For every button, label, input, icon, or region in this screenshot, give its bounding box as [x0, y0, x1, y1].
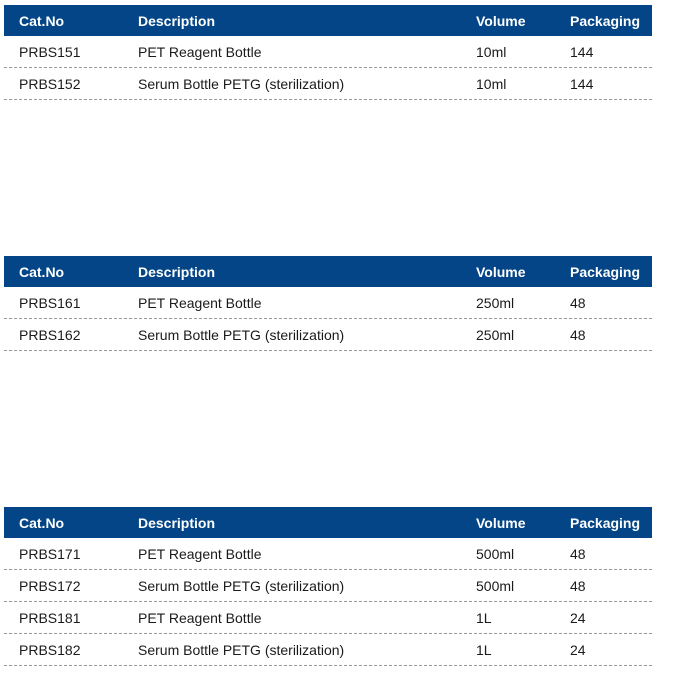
volume-cell: 1L — [476, 609, 492, 626]
description-cell: PET Reagent Bottle — [138, 294, 262, 311]
header-description: Description — [138, 514, 216, 531]
cat-no-cell: PRBS152 — [19, 75, 81, 92]
cat-no-cell: PRBS151 — [19, 43, 81, 60]
table-row — [4, 68, 652, 100]
cat-no-cell: PRBS162 — [19, 326, 81, 343]
cat-no-cell: PRBS181 — [19, 609, 81, 626]
cat-no-cell: PRBS172 — [19, 577, 81, 594]
header-volume: Volume — [476, 514, 526, 531]
product-table-1 — [4, 5, 652, 100]
header-cat-no: Cat.No — [19, 263, 65, 280]
table-row — [4, 319, 652, 351]
packaging-cell: 144 — [570, 43, 594, 60]
volume-cell: 1L — [476, 641, 492, 658]
header-volume: Volume — [476, 12, 526, 29]
header-cat-no: Cat.No — [19, 514, 65, 531]
header-volume: Volume — [476, 263, 526, 280]
description-cell: PET Reagent Bottle — [138, 609, 262, 626]
table-row — [4, 36, 652, 68]
volume-cell: 500ml — [476, 577, 515, 594]
description-cell: PET Reagent Bottle — [138, 43, 262, 60]
volume-cell: 10ml — [476, 43, 507, 60]
table-header — [4, 256, 652, 287]
volume-cell: 250ml — [476, 294, 515, 311]
volume-cell: 10ml — [476, 75, 507, 92]
header-packaging: Packaging — [570, 12, 641, 29]
packaging-cell: 24 — [570, 641, 586, 658]
table-row — [4, 538, 652, 570]
description-cell: Serum Bottle PETG (sterilization) — [138, 75, 345, 92]
header-cat-no: Cat.No — [19, 12, 65, 29]
product-table-2 — [4, 256, 652, 351]
cat-no-cell: PRBS182 — [19, 641, 81, 658]
packaging-cell: 48 — [570, 326, 586, 343]
packaging-cell: 144 — [570, 75, 594, 92]
product-table-3 — [4, 507, 652, 666]
table-row — [4, 287, 652, 319]
description-cell: Serum Bottle PETG (sterilization) — [138, 641, 345, 658]
description-cell: Serum Bottle PETG (sterilization) — [138, 326, 345, 343]
table-row — [4, 570, 652, 602]
header-packaging: Packaging — [570, 263, 641, 280]
description-cell: PET Reagent Bottle — [138, 545, 262, 562]
cat-no-cell: PRBS171 — [19, 545, 81, 562]
volume-cell: 250ml — [476, 326, 515, 343]
cat-no-cell: PRBS161 — [19, 294, 81, 311]
header-description: Description — [138, 12, 216, 29]
table-header — [4, 507, 652, 538]
volume-cell: 500ml — [476, 545, 515, 562]
description-cell: Serum Bottle PETG (sterilization) — [138, 577, 345, 594]
packaging-cell: 24 — [570, 609, 586, 626]
table-row — [4, 634, 652, 666]
table-row — [4, 602, 652, 634]
header-packaging: Packaging — [570, 514, 641, 531]
table-header — [4, 5, 652, 36]
packaging-cell: 48 — [570, 577, 586, 594]
packaging-cell: 48 — [570, 545, 586, 562]
header-description: Description — [138, 263, 216, 280]
packaging-cell: 48 — [570, 294, 586, 311]
